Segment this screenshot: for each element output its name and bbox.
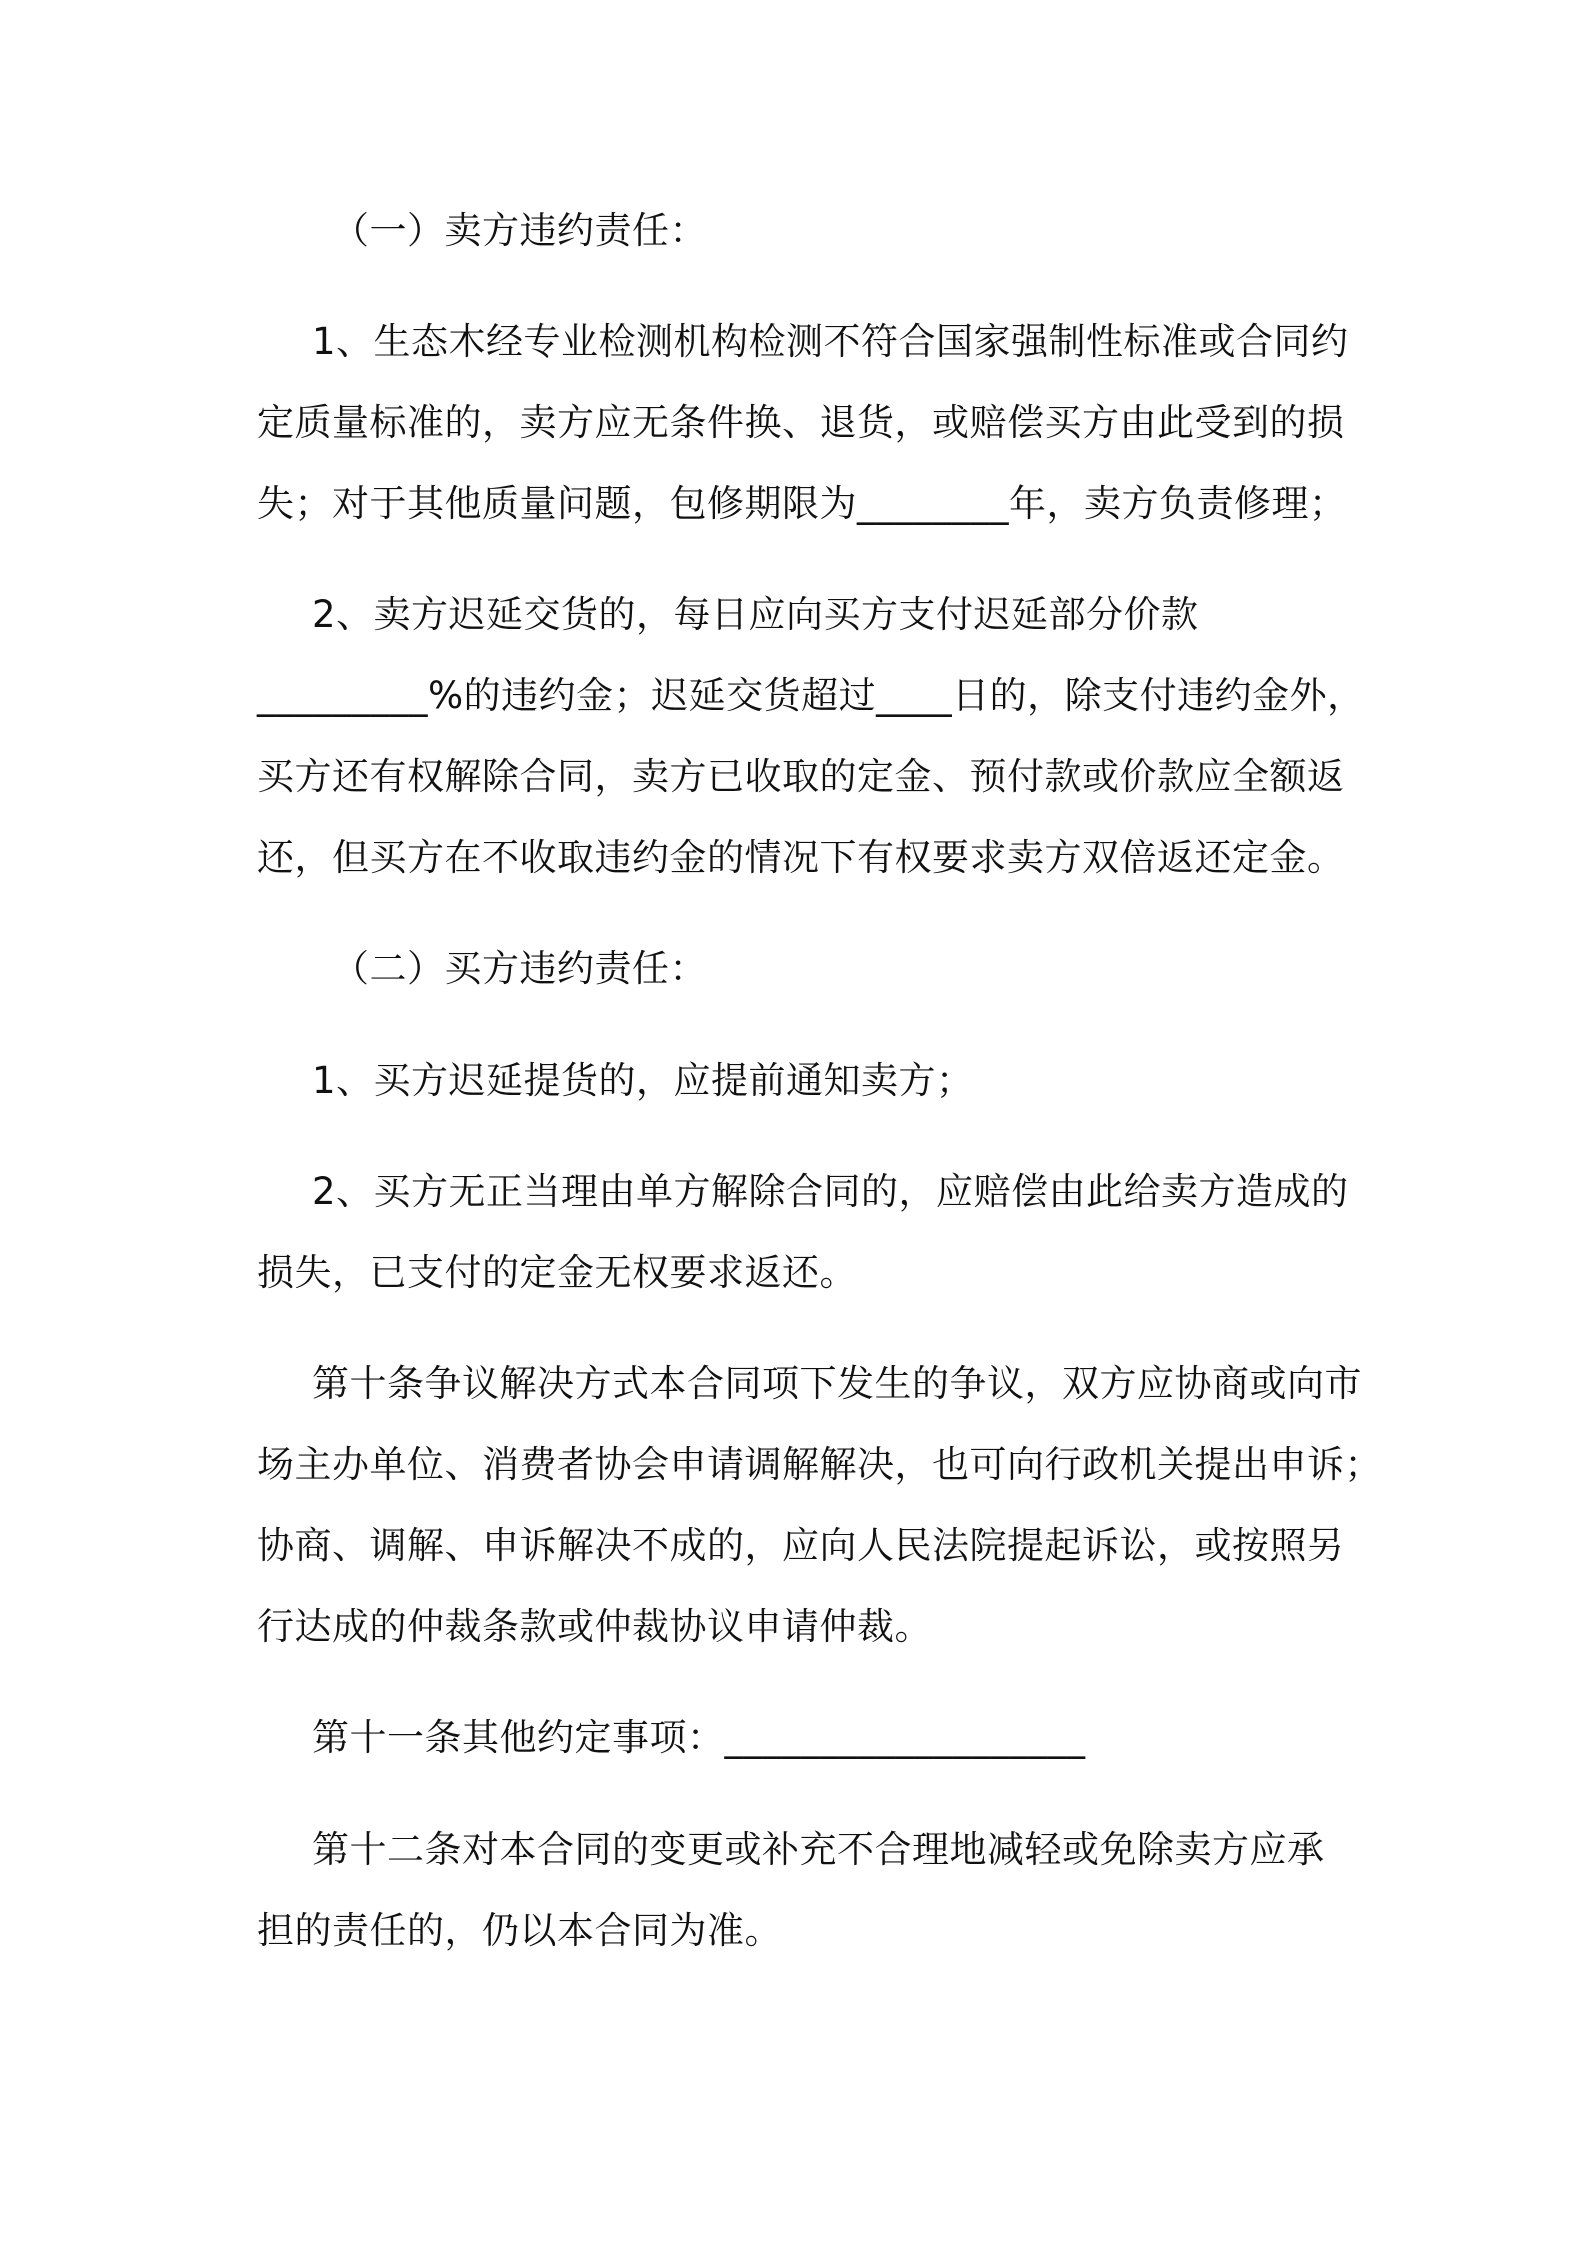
- paragraph-line: 2、买方无正当理由单方解除合同的，应赔偿由此给卖方造成的: [312, 1170, 1349, 1213]
- paragraph-line: 损失，已支付的定金无权要求返还。: [257, 1251, 857, 1294]
- paragraph-line: 还，但买方在不收取违约金的情况下有权要求卖方双倍返还定金。: [257, 836, 1345, 879]
- paragraph-line: 定质量标准的，卖方应无条件换、退货，或赔偿买方由此受到的损: [257, 401, 1345, 444]
- paragraph-line: 行达成的仲裁条款或仲裁协议申请仲裁。: [257, 1605, 932, 1648]
- paragraph-line: 1、生态木经专业检测机构检测不符合国家强制性标准或合同约: [312, 320, 1349, 363]
- paragraph-line: 第十一条其他约定事项：___________________: [312, 1716, 1086, 1759]
- paragraph-line: _________%的违约金；迟延交货超过____日的，除支付违约金外，: [257, 674, 1365, 717]
- paragraph-line: 1、买方迟延提货的，应提前通知卖方；: [312, 1059, 974, 1102]
- paragraph-line: 协商、调解、申诉解决不成的，应向人民法院提起诉讼，或按照另: [257, 1524, 1345, 1567]
- paragraph-line: 买方还有权解除合同，卖方已收取的定金、预付款或价款应全额返: [257, 755, 1345, 798]
- paragraph-line: 2、卖方迟延交货的，每日应向买方支付迟延部分价款: [312, 593, 1199, 636]
- paragraph-line: 担的责任的，仍以本合同为准。: [257, 1909, 782, 1952]
- paragraph-line: 失；对于其他质量问题，包修期限为________年，卖方负责修理；: [257, 482, 1347, 525]
- section-heading-buyer-liability: （二）买方违约责任：: [332, 947, 707, 990]
- paragraph-line: 第十条争议解决方式本合同项下发生的争议，双方应协商或向市: [312, 1362, 1362, 1405]
- paragraph-line: 第十二条对本合同的变更或补充不合理地减轻或免除卖方应承: [312, 1828, 1325, 1871]
- section-heading-seller-liability: （一）卖方违约责任：: [332, 209, 707, 252]
- paragraph-line: 场主办单位、消费者协会申请调解解决，也可向行政机关提出申诉；: [257, 1443, 1382, 1486]
